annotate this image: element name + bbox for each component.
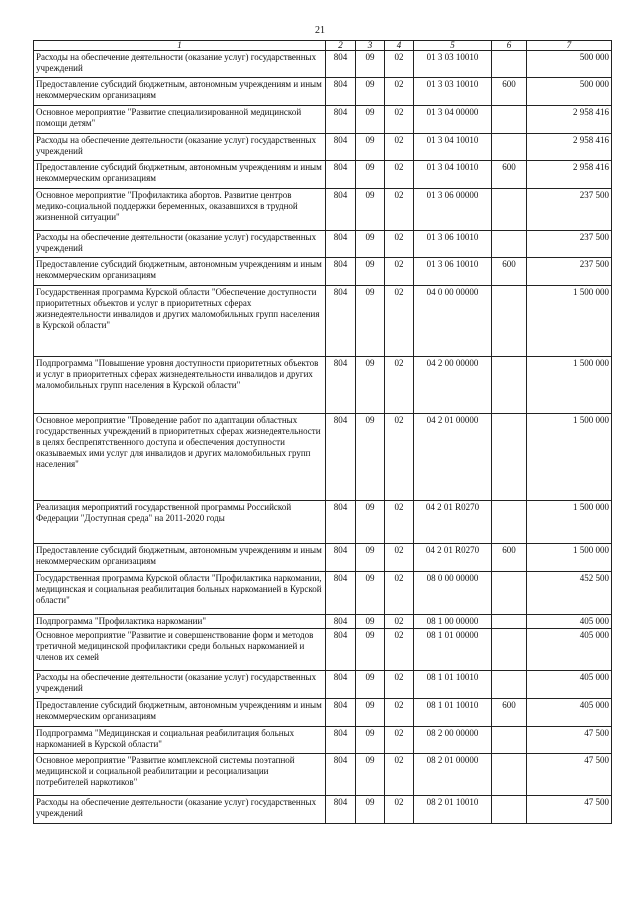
ministry-code-cell: 804	[326, 161, 356, 189]
subsection-code-cell: 02	[385, 501, 414, 544]
subsection-code-cell: 02	[385, 615, 414, 629]
subsection-code-cell: 02	[385, 414, 414, 501]
target-article-cell: 04 2 01 R0270	[414, 544, 492, 572]
subsection-code-cell: 02	[385, 572, 414, 615]
ministry-code-cell: 804	[326, 78, 356, 106]
ministry-code-cell: 804	[326, 258, 356, 286]
subsection-code-cell: 02	[385, 189, 414, 231]
subsection-code-cell: 02	[385, 51, 414, 78]
ministry-code-cell: 804	[326, 629, 356, 671]
target-article-cell: 01 3 04 10010	[414, 161, 492, 189]
target-article-cell: 04 2 00 00000	[414, 357, 492, 414]
table-row	[34, 501, 612, 544]
amount-cell: 500 000	[527, 51, 612, 78]
row-name-cell: Предоставление субсидий бюджетным, автономным учреждениям и иным некоммерческим организациям	[34, 258, 326, 286]
amount-cell: 237 500	[527, 231, 612, 258]
target-article-cell: 01 3 06 10010	[414, 231, 492, 258]
table-row	[34, 51, 612, 78]
ministry-code-cell: 804	[326, 727, 356, 754]
subsection-code-cell: 02	[385, 231, 414, 258]
row-name-cell: Расходы на обеспечение деятельности (оказание услуг) государственных учреждений	[34, 231, 326, 258]
expense-type-cell	[492, 51, 527, 78]
ministry-code-cell: 804	[326, 501, 356, 544]
expense-type-cell	[492, 796, 527, 824]
section-code-cell: 09	[356, 572, 385, 615]
expense-type-cell	[492, 727, 527, 754]
ministry-code-cell: 804	[326, 544, 356, 572]
ministry-code-cell: 804	[326, 134, 356, 161]
row-name-cell: Реализация мероприятий государственной программы Российской Федерации "Доступная среда" на 2011-2020 годы	[34, 501, 326, 544]
expense-type-cell	[492, 671, 527, 699]
subsection-code-cell: 02	[385, 699, 414, 727]
section-code-cell: 09	[356, 671, 385, 699]
section-code-cell: 09	[356, 286, 385, 357]
table-row	[34, 286, 612, 357]
row-name-cell: Предоставление субсидий бюджетным, автономным учреждениям и иным некоммерческим организациям	[34, 699, 326, 727]
subsection-code-cell: 02	[385, 727, 414, 754]
ministry-code-cell: 804	[326, 357, 356, 414]
subsection-code-cell: 02	[385, 161, 414, 189]
amount-cell: 405 000	[527, 615, 612, 629]
expense-type-cell	[492, 231, 527, 258]
section-code-cell: 09	[356, 357, 385, 414]
section-code-cell: 09	[356, 51, 385, 78]
row-name-cell: Расходы на обеспечение деятельности (оказание услуг) государственных учреждений	[34, 671, 326, 699]
column-header: 2	[326, 41, 356, 51]
amount-cell: 452 500	[527, 572, 612, 615]
section-code-cell: 09	[356, 161, 385, 189]
target-article-cell: 04 2 01 R0270	[414, 501, 492, 544]
subsection-code-cell: 02	[385, 258, 414, 286]
table-row	[34, 78, 612, 106]
table-row	[34, 414, 612, 501]
table-row	[34, 699, 612, 727]
subsection-code-cell: 02	[385, 78, 414, 106]
ministry-code-cell: 804	[326, 572, 356, 615]
amount-cell: 2 958 416	[527, 134, 612, 161]
row-name-cell: Подпрограмма "Повышение уровня доступности приоритетных объектов и услуг в приоритетных сферах жизнедеятельности инвалидов и других маломобильных групп населения в Курской области"	[34, 357, 326, 414]
section-code-cell: 09	[356, 615, 385, 629]
table-row	[34, 727, 612, 754]
subsection-code-cell: 02	[385, 754, 414, 796]
expense-type-cell	[492, 286, 527, 357]
row-name-cell: Расходы на обеспечение деятельности (оказание услуг) государственных учреждений	[34, 796, 326, 824]
table-row	[34, 357, 612, 414]
amount-cell: 1 500 000	[527, 414, 612, 501]
row-name-cell: Государственная программа Курской области "Обеспечение доступности приоритетных объектов и услуг в приоритетных сферах жизнедеятельности инвалидов и других маломобильных групп населения в Курской области"	[34, 286, 326, 357]
ministry-code-cell: 804	[326, 671, 356, 699]
target-article-cell: 01 3 03 10010	[414, 78, 492, 106]
section-code-cell: 09	[356, 258, 385, 286]
expense-type-cell	[492, 629, 527, 671]
target-article-cell: 08 2 01 10010	[414, 796, 492, 824]
table-row	[34, 106, 612, 134]
amount-cell: 237 500	[527, 189, 612, 231]
expense-type-cell: 600	[492, 78, 527, 106]
section-code-cell: 09	[356, 727, 385, 754]
amount-cell: 2 958 416	[527, 161, 612, 189]
expense-type-cell	[492, 501, 527, 544]
target-article-cell: 08 2 00 00000	[414, 727, 492, 754]
amount-cell: 237 500	[527, 258, 612, 286]
table-row	[34, 544, 612, 572]
subsection-code-cell: 02	[385, 357, 414, 414]
amount-cell: 1 500 000	[527, 286, 612, 357]
column-header: 5	[414, 41, 492, 51]
ministry-code-cell: 804	[326, 796, 356, 824]
section-code-cell: 09	[356, 796, 385, 824]
table-row	[34, 161, 612, 189]
amount-cell: 500 000	[527, 78, 612, 106]
table-row	[34, 796, 612, 824]
subsection-code-cell: 02	[385, 286, 414, 357]
column-header: 4	[385, 41, 414, 51]
amount-cell: 47 500	[527, 754, 612, 796]
expense-type-cell	[492, 615, 527, 629]
row-name-cell: Расходы на обеспечение деятельности (оказание услуг) государственных учреждений	[34, 51, 326, 78]
target-article-cell: 08 1 00 00000	[414, 615, 492, 629]
target-article-cell: 01 3 03 10010	[414, 51, 492, 78]
column-header: 3	[356, 41, 385, 51]
ministry-code-cell: 804	[326, 106, 356, 134]
ministry-code-cell: 804	[326, 189, 356, 231]
row-name-cell: Основное мероприятие "Проведение работ по адаптации областных государственных учреждений в приоритетных сферах жизнедеятельности в целях беспрепятственного доступа и обеспечения доступности оказываемых ими услуг для инвалидов и других маломобильных групп населения"	[34, 414, 326, 501]
ministry-code-cell: 804	[326, 286, 356, 357]
expense-type-cell	[492, 189, 527, 231]
amount-cell: 47 500	[527, 727, 612, 754]
target-article-cell: 04 0 00 00000	[414, 286, 492, 357]
subsection-code-cell: 02	[385, 544, 414, 572]
section-code-cell: 09	[356, 189, 385, 231]
row-name-cell: Расходы на обеспечение деятельности (оказание услуг) государственных учреждений	[34, 134, 326, 161]
section-code-cell: 09	[356, 699, 385, 727]
expense-type-cell	[492, 572, 527, 615]
target-article-cell: 08 1 01 10010	[414, 671, 492, 699]
amount-cell: 1 500 000	[527, 501, 612, 544]
amount-cell: 405 000	[527, 629, 612, 671]
table-row	[34, 754, 612, 796]
row-name-cell: Основное мероприятие "Развитие и совершенствование форм и методов третичной медицинской профилактики среди больных наркоманией и членов их семей	[34, 629, 326, 671]
table-row	[34, 572, 612, 615]
amount-cell: 1 500 000	[527, 544, 612, 572]
column-header-row	[34, 41, 612, 51]
expense-type-cell	[492, 414, 527, 501]
expense-type-cell	[492, 134, 527, 161]
target-article-cell: 01 3 06 00000	[414, 189, 492, 231]
table-body	[34, 51, 612, 824]
section-code-cell: 09	[356, 501, 385, 544]
row-name-cell: Предоставление субсидий бюджетным, автономным учреждениям и иным некоммерческим организациям	[34, 78, 326, 106]
amount-cell: 2 958 416	[527, 106, 612, 134]
expense-type-cell: 600	[492, 258, 527, 286]
ministry-code-cell: 804	[326, 51, 356, 78]
row-name-cell: Подпрограмма "Профилактика наркомании"	[34, 615, 326, 629]
amount-cell: 1 500 000	[527, 357, 612, 414]
subsection-code-cell: 02	[385, 106, 414, 134]
row-name-cell: Основное мероприятие "Развитие специализированной медицинской помощи детям"	[34, 106, 326, 134]
section-code-cell: 09	[356, 134, 385, 161]
row-name-cell: Основное мероприятие "Профилактика абортов. Развитие центров медико-социальной поддержки беременных, оказавшихся в трудной жизненной ситуации"	[34, 189, 326, 231]
expense-type-cell: 600	[492, 699, 527, 727]
amount-cell: 47 500	[527, 796, 612, 824]
ministry-code-cell: 804	[326, 231, 356, 258]
row-name-cell: Государственная программа Курской области "Профилактика наркомании, медицинская и социальная реабилитация больных наркоманией в Курской области"	[34, 572, 326, 615]
target-article-cell: 08 0 00 00000	[414, 572, 492, 615]
target-article-cell: 04 2 01 00000	[414, 414, 492, 501]
expense-type-cell	[492, 106, 527, 134]
row-name-cell: Основное мероприятие "Развитие комплексной системы поэтапной медицинской и социальной реабилитации и ресоциализации потребителей наркотиков"	[34, 754, 326, 796]
column-header: 7	[527, 41, 612, 51]
subsection-code-cell: 02	[385, 134, 414, 161]
section-code-cell: 09	[356, 78, 385, 106]
table-row	[34, 134, 612, 161]
expense-type-cell: 600	[492, 544, 527, 572]
column-header: 1	[34, 41, 326, 51]
table-row	[34, 671, 612, 699]
table-row	[34, 258, 612, 286]
table-row	[34, 189, 612, 231]
table-row	[34, 629, 612, 671]
section-code-cell: 09	[356, 544, 385, 572]
ministry-code-cell: 804	[326, 699, 356, 727]
section-code-cell: 09	[356, 231, 385, 258]
budget-table	[33, 40, 612, 824]
ministry-code-cell: 804	[326, 754, 356, 796]
amount-cell: 405 000	[527, 699, 612, 727]
subsection-code-cell: 02	[385, 671, 414, 699]
column-header: 6	[492, 41, 527, 51]
expense-type-cell	[492, 754, 527, 796]
target-article-cell: 08 2 01 00000	[414, 754, 492, 796]
ministry-code-cell: 804	[326, 615, 356, 629]
target-article-cell: 08 1 01 00000	[414, 629, 492, 671]
ministry-code-cell: 804	[326, 414, 356, 501]
row-name-cell: Предоставление субсидий бюджетным, автономным учреждениям и иным некоммерческим организациям	[34, 544, 326, 572]
expense-type-cell: 600	[492, 161, 527, 189]
table-row	[34, 615, 612, 629]
target-article-cell: 08 1 01 10010	[414, 699, 492, 727]
expense-type-cell	[492, 357, 527, 414]
section-code-cell: 09	[356, 629, 385, 671]
target-article-cell: 01 3 06 10010	[414, 258, 492, 286]
target-article-cell: 01 3 04 00000	[414, 106, 492, 134]
row-name-cell: Подпрограмма "Медицинская и социальная реабилитация больных наркоманией в Курской области"	[34, 727, 326, 754]
table-row	[34, 231, 612, 258]
section-code-cell: 09	[356, 754, 385, 796]
amount-cell: 405 000	[527, 671, 612, 699]
page-number: 21	[315, 25, 325, 36]
subsection-code-cell: 02	[385, 629, 414, 671]
section-code-cell: 09	[356, 414, 385, 501]
section-code-cell: 09	[356, 106, 385, 134]
target-article-cell: 01 3 04 10010	[414, 134, 492, 161]
subsection-code-cell: 02	[385, 796, 414, 824]
row-name-cell: Предоставление субсидий бюджетным, автономным учреждениям и иным некоммерческим организациям	[34, 161, 326, 189]
